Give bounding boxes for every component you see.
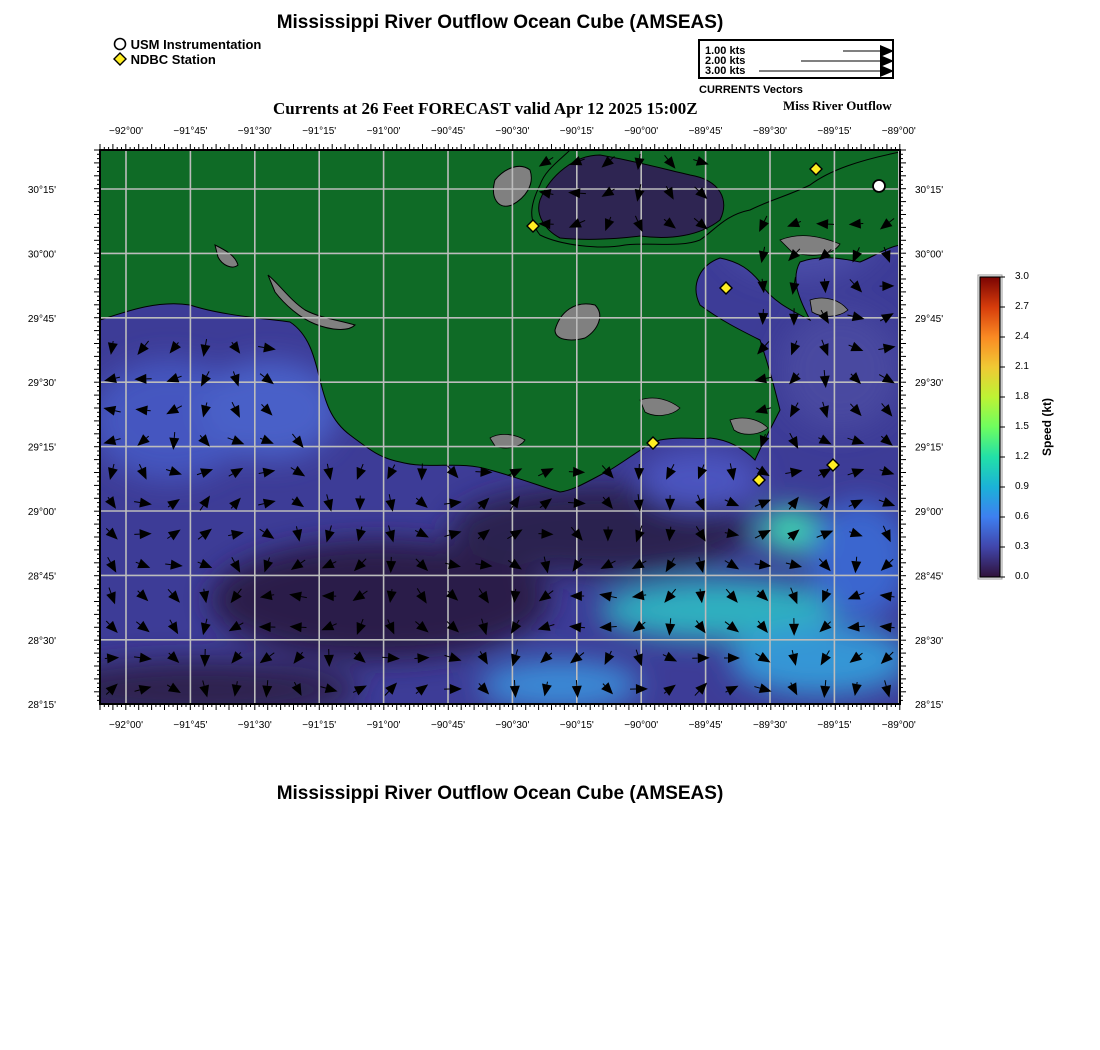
colorbar-tick-label: 2.4 xyxy=(1015,331,1029,342)
lon-tick-label: −90°00' xyxy=(624,126,659,137)
lat-tick-label: 28°15' xyxy=(915,700,944,711)
lat-tick-label: 30°00' xyxy=(915,249,944,261)
lat-tick-label: 29°45' xyxy=(27,313,56,325)
lon-tick-label: −91°15' xyxy=(302,126,337,137)
colorbar-tick-label: 3.0 xyxy=(1015,271,1029,282)
colorbar-tick-label: 1.2 xyxy=(1015,451,1029,462)
lon-tick-label: −90°45' xyxy=(431,126,465,137)
lon-tick-label: −91°00' xyxy=(366,126,401,137)
vector-legend-entry-1: 1.00 kts xyxy=(705,45,746,57)
map-title: Mississippi River Outflow Ocean Cube (AMSEAS) xyxy=(276,12,724,33)
lon-tick-label: −89°30' xyxy=(753,720,787,731)
map-title-secondary: Mississippi River Outflow Ocean Cube (AMSEAS) xyxy=(276,783,724,804)
lon-tick-label: −89°15' xyxy=(817,720,852,731)
lat-tick-label: 30°15' xyxy=(915,185,944,196)
colorbar-title: Speed (kt) xyxy=(1040,397,1055,457)
lat-tick-label: 29°00' xyxy=(27,507,56,518)
lon-tick-label: −89°30' xyxy=(753,126,787,137)
vector-legend-caption: CURRENTS Vectors xyxy=(699,84,803,96)
legend-usm-label: USM Instrumentation xyxy=(130,37,262,52)
lat-tick-label: 29°30' xyxy=(915,378,944,390)
lat-tick-label: 30°00' xyxy=(27,249,56,261)
colorbar-tick-label: 2.7 xyxy=(1015,301,1029,312)
usm-station-icon[interactable] xyxy=(873,180,885,192)
lon-tick-label: −91°30' xyxy=(237,720,272,731)
lon-tick-label: −91°45' xyxy=(173,126,208,137)
lat-tick-label: 28°15' xyxy=(27,700,56,711)
colorbar-tick-label: 1.8 xyxy=(1015,391,1029,402)
lon-tick-label: −90°45' xyxy=(431,720,465,731)
lon-tick-label: −92°00' xyxy=(109,720,143,731)
lat-tick-label: 29°30' xyxy=(27,378,56,390)
lat-tick-label: 29°45' xyxy=(915,313,944,325)
lon-tick-label: −91°45' xyxy=(173,720,208,731)
lon-tick-label: −91°00' xyxy=(366,720,401,731)
region-label: Miss River Outflow xyxy=(783,98,892,113)
forecast-subtitle: Currents at 26 Feet FORECAST valid Apr 12 2025 15:00Z xyxy=(273,99,698,118)
colorbar-tick-label: 0.9 xyxy=(1015,481,1029,492)
colorbar-tick-label: 2.1 xyxy=(1015,361,1029,372)
map-frame-content xyxy=(40,150,910,720)
lon-tick-label: −90°00' xyxy=(624,720,659,731)
colorbar-tick-label: 1.5 xyxy=(1015,421,1029,432)
lon-tick-label: −89°00' xyxy=(881,720,916,731)
lat-tick-label: 29°15' xyxy=(27,442,56,454)
lon-tick-label: −90°15' xyxy=(559,126,594,137)
lon-tick-label: −89°15' xyxy=(817,126,852,137)
colorbar-tick-label: 0.0 xyxy=(1015,571,1029,582)
lon-tick-label: −90°30' xyxy=(495,126,530,137)
lon-tick-label: −89°45' xyxy=(688,126,723,137)
lat-tick-label: 29°00' xyxy=(915,507,944,518)
lon-tick-label: −91°15' xyxy=(302,720,337,731)
lat-tick-label: 30°15' xyxy=(27,185,56,196)
lon-tick-label: −90°15' xyxy=(559,720,594,731)
lon-tick-label: −92°00' xyxy=(109,126,143,137)
lat-tick-label: 28°45' xyxy=(915,571,944,583)
lat-tick-label: 29°15' xyxy=(915,442,944,454)
vector-legend-entry-3: 3.00 kts xyxy=(705,65,746,77)
lat-tick-label: 28°45' xyxy=(27,571,56,583)
vector-legend-entry-2: 2.00 kts xyxy=(705,55,746,67)
lon-tick-label: −89°00' xyxy=(881,126,916,137)
lon-tick-label: −89°45' xyxy=(688,720,723,731)
lon-tick-label: −91°30' xyxy=(237,126,272,137)
colorbar-tick-label: 0.6 xyxy=(1015,511,1029,522)
legend-ndbc-label: NDBC Station xyxy=(130,52,216,67)
lat-tick-label: 28°30' xyxy=(915,635,944,647)
colorbar-tick-label: 0.3 xyxy=(1015,541,1029,552)
lon-tick-label: −90°30' xyxy=(495,720,530,731)
lat-tick-label: 28°30' xyxy=(27,635,56,647)
